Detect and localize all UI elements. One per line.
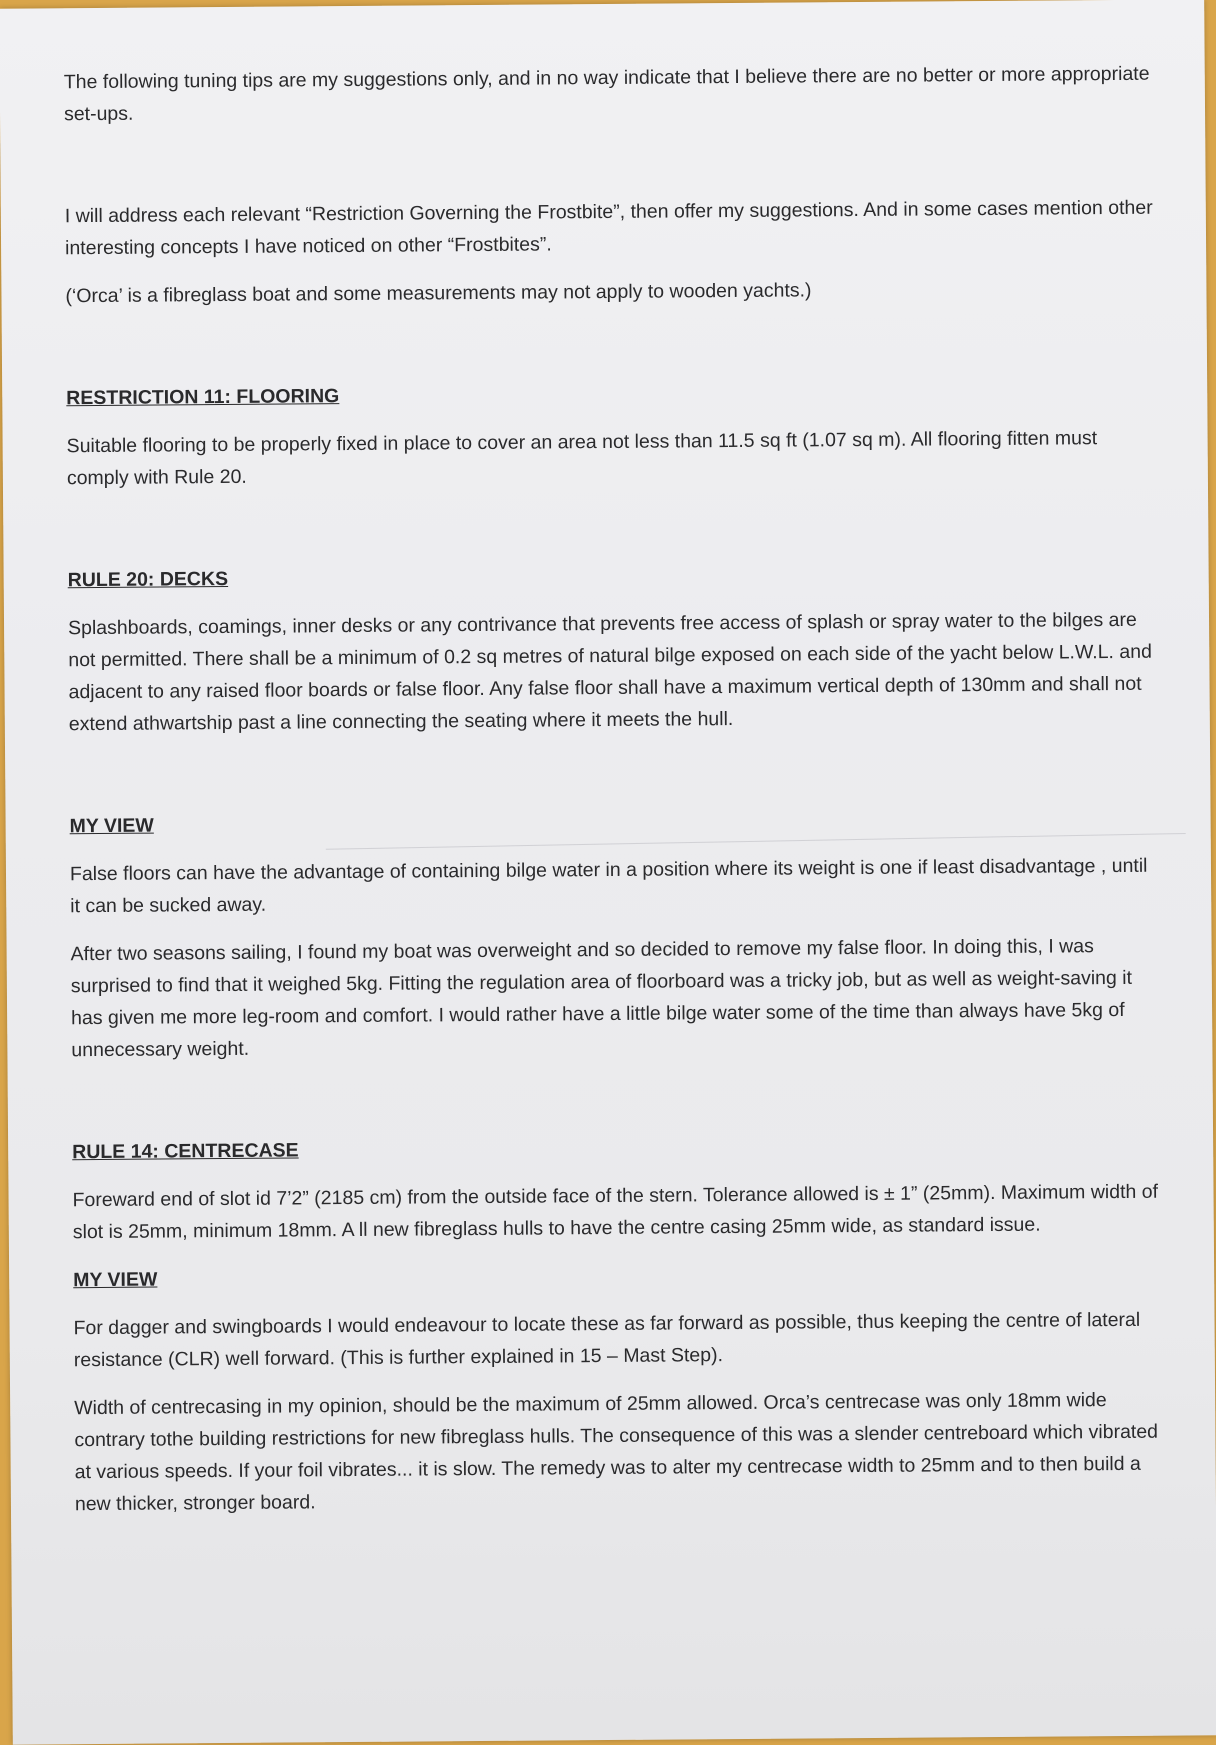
- rule-20-heading: RULE 20: DECKS: [67, 567, 229, 592]
- rule-20-body: Splashboards, coamings, inner desks or any contrivance that prevents free access of splash or spray water to the bilges are not permitted. There shall be a minimum of 0.2 sq metres of natural bilge exposed on each side of the yacht below L.W.L. and adjacent to any raised floor boards or false floor. Any false floor shall have a maximum vertical depth of 130mm and shall not extend athwartship past a line connecting the seating where it meets the hull.: [67, 608, 1152, 736]
- my-view-2-paragraph-1: For dagger and swingboards I would endeavour to locate these as far forward as possible, thus keeping the centre of lateral resistance (CLR) well forward. (This is further explained in 15 – Mast Step).: [73, 1308, 1141, 1372]
- my-view-2-paragraph-2: Width of centrecasing in my opinion, should be the maximum of 25mm allowed. Orca’s centrecase was only 18mm wide contrary tothe building restrictions for new fibreglass hulls. The consequence of this was a slender centreboard which vibrated at various speeds. If your foil vibrates... it is slow. The remedy was to alter my centrecase width to 25mm and to then build a new thicker, stronger board.: [74, 1389, 1159, 1516]
- intro-paragraph-1: The following tuning tips are my suggestions only, and in no way indicate that I believe there are no better or more appropriate set-ups.: [63, 62, 1150, 126]
- restriction-11-body: Suitable flooring to be properly fixed in place to cover an area not less than 11.5 sq ft (1.07 sq m). All flooring fitten must comply with Rule 20.: [66, 427, 1098, 490]
- my-view-1-paragraph-2: After two seasons sailing, I found my boat was overweight and so decided to remove my false floor. In doing this, I was surprised to find that it weighed 5kg. Fitting the regulation area of floorboard was a tricky job, but as well as weight-saving it has given me more leg-room and comfort. I would rather have a little bilge water some of the time than always have 5kg of unnecessary weight.: [70, 935, 1133, 1062]
- rule-14-body: Foreward end of slot id 7’2” (2185 cm) from the outside face of the stern. Tolerance allowed is ± 1” (25mm). Maximum width of slot is 25mm, minimum 18mm. A ll new fibreglass hulls to have the centre casing 25mm wide, as standard issue.: [72, 1180, 1159, 1244]
- intro-paragraph-2: I will address each relevant “Restriction Governing the Frostbite”, then offer my suggestions. And in some cases mention other interesting concepts I have noticed on other “Frostbites”.: [64, 196, 1153, 260]
- my-view-1-paragraph-1: False floors can have the advantage of containing bilge water in a position where its weight is one if least disadvantage , until it can be sucked away.: [69, 854, 1148, 918]
- my-view-2-heading: MY VIEW: [73, 1268, 158, 1292]
- my-view-1-heading: MY VIEW: [69, 814, 154, 838]
- restriction-11-heading: RESTRICTION 11: FLOORING: [66, 385, 340, 410]
- rule-14-heading: RULE 14: CENTRECASE: [72, 1139, 299, 1164]
- intro-paragraph-3: (‘Orca’ is a fibreglass boat and some measurements may not apply to wooden yachts.): [65, 279, 812, 308]
- document-body: [64, 58, 1165, 1521]
